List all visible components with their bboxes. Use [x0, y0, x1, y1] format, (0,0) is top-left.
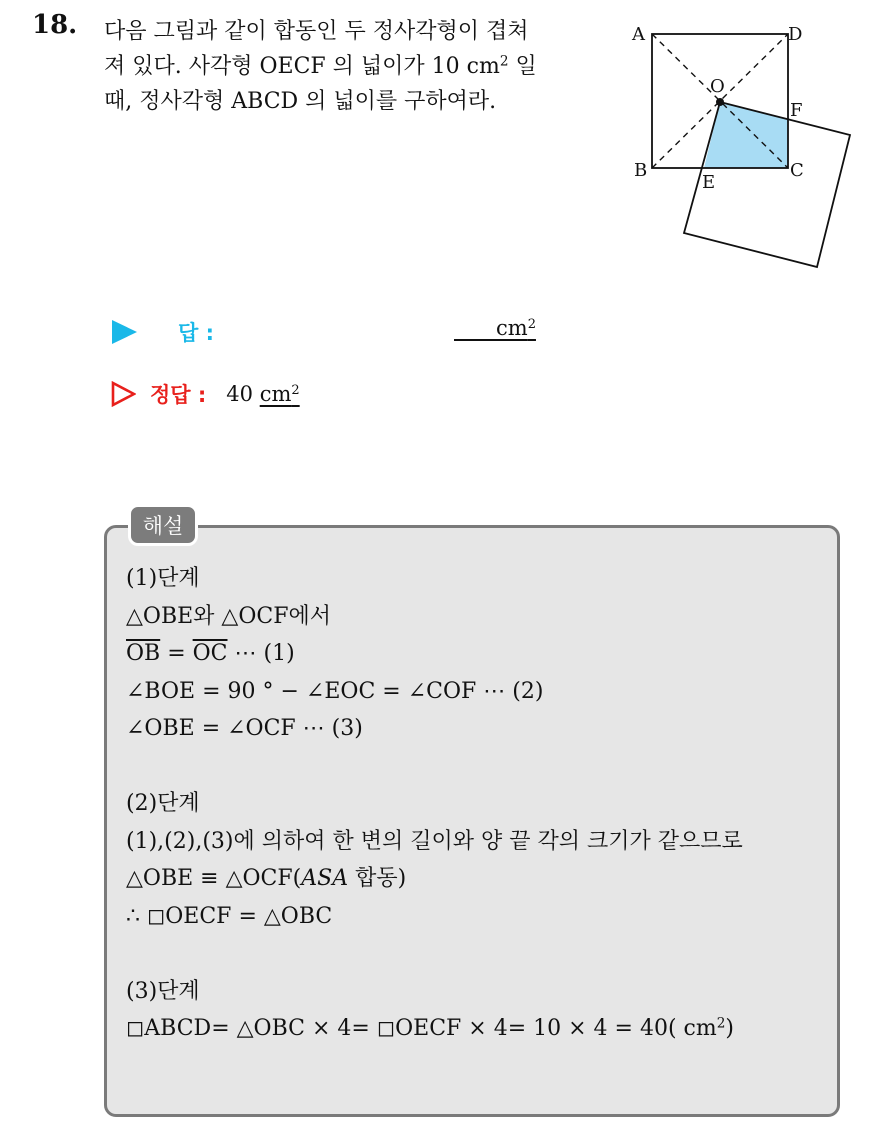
step2-title: (2)단계	[126, 791, 200, 816]
label-e: E	[702, 172, 716, 193]
square-overlap-figure	[626, 16, 866, 276]
blank-line	[126, 935, 743, 973]
correct-answer-row	[110, 378, 300, 410]
question-text	[104, 14, 614, 119]
step3-line-1: ◻ABCD= △OBC × 4= ◻OECF × 4= 10 × 4 = 40( $cm^2$)	[126, 1015, 734, 1041]
answer-row	[110, 316, 214, 348]
question-line-2: 져 있다. 사각형 OECF 의 넓이가 10 $cm^2$ 일	[104, 53, 537, 79]
step1-line-2: $\overline{OB} = \overline{OC}$ ⋯ (1)	[126, 641, 295, 666]
step1-line-4: ∠OBE = ∠OCF ⋯ (3)	[126, 716, 363, 741]
label-o: O	[710, 76, 725, 97]
correct-answer-label: 정답 :	[150, 383, 207, 407]
step1-line-1: △OBE와 △OCF에서	[126, 603, 331, 629]
question-number: 18.	[32, 10, 78, 40]
outline-triangle-icon	[110, 381, 136, 407]
step3-title: (3)단계	[126, 978, 200, 1004]
step2-line-1: (1),(2),(3)에 의하여 한 변의 길이와 양 끝 각의 크기가 같으므로	[126, 828, 743, 854]
label-f: F	[790, 100, 803, 121]
answer-blank-unit[interactable]: $cm^2$	[496, 316, 536, 340]
solution-content	[126, 560, 743, 1048]
play-triangle-icon	[110, 319, 138, 345]
label-a: A	[632, 24, 645, 45]
step2-line-2: △OBE ≡ △OCF(ASA 합동)	[126, 866, 407, 891]
question-line-3: 때, 정사각형 ABCD 의 넓이를 구하여라.	[104, 89, 497, 114]
question-line-1: 다음 그림과 같이 합동인 두 정사각형이 겹쳐	[104, 19, 529, 44]
answer-label: 답 :	[178, 321, 214, 345]
point-o-dot	[716, 98, 724, 106]
step1-line-3: ∠BOE = 90 ° − ∠EOC = ∠COF ⋯ (2)	[126, 678, 544, 704]
label-c: C	[790, 160, 804, 181]
blank-line	[126, 748, 743, 786]
label-b: B	[634, 160, 648, 181]
solution-tag: 해설	[128, 504, 198, 546]
step2-line-3: ∴ ◻OECF = △OBC	[126, 903, 333, 929]
correct-answer-value: 40 $cm^2$	[226, 382, 300, 406]
label-d: D	[788, 24, 803, 45]
step1-title: (1)단계	[126, 566, 200, 591]
